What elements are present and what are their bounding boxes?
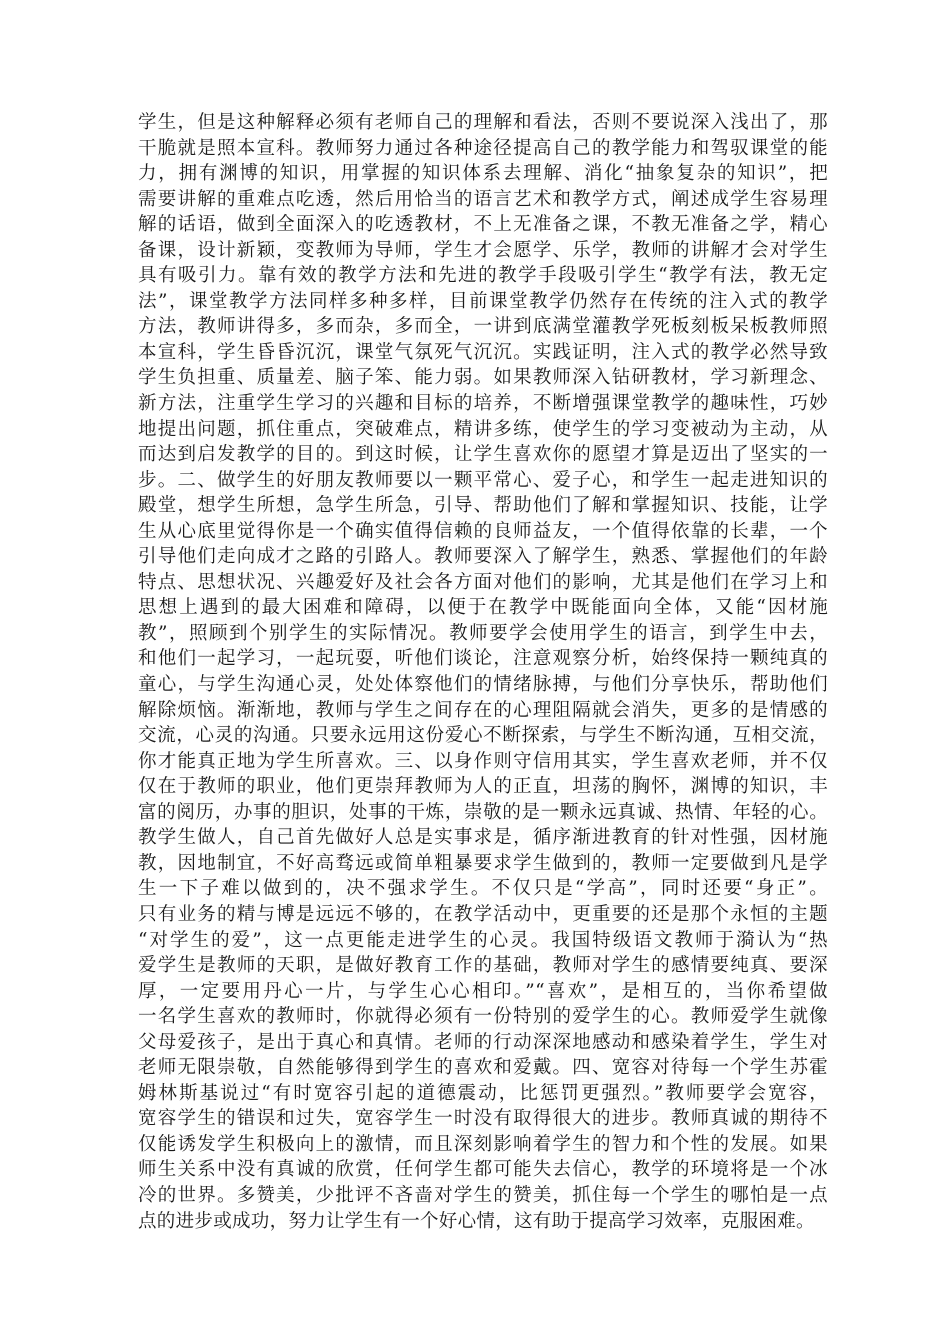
- text-line: 干脆就是照本宣科。教师努力通过各种途径提高自己的教学能力和驾驭课堂的能: [138, 137, 828, 159]
- text-line: 和他们一起学习，一起玩耍，听他们谈论，注意观察分析，始终保持一颗纯真的: [138, 648, 828, 670]
- text-line: 爱学生是教师的天职，是做好教育工作的基础，教师对学生的感情要纯真、要深: [138, 955, 828, 977]
- text-line: 引导他们走向成才之路的引路人。教师要深入了解学生，熟悉、掌握他们的年龄: [138, 546, 828, 568]
- text-line: 而达到启发教学的目的。到这时候，让学生喜欢你的愿望才算是迈出了坚实的一: [138, 444, 828, 466]
- text-line: 解除烦恼。渐渐地，教师与学生之间存在的心理阻隔就会消失，更多的是情感的: [138, 699, 828, 721]
- text-line: 需要讲解的重难点吃透，然后用恰当的语言艺术和教学方式，阐述成学生容易理: [138, 188, 828, 210]
- text-line: 方法，教师讲得多，多而杂，多而全，一讲到底满堂灌教学死板刻板呆板教师照: [138, 316, 828, 338]
- text-line: 只有业务的精与博是远远不够的，在教学活动中，更重要的还是那个永恒的主题: [138, 903, 828, 925]
- text-line: 童心，与学生沟通心灵，处处体察他们的情绪脉搏，与他们分享快乐，帮助他们: [138, 674, 828, 696]
- text-line: 仅在于教师的职业，他们更崇拜教师为人的正直，坦荡的胸怀，渊博的知识，丰: [138, 776, 828, 798]
- text-line: 法”，课堂教学方法同样多种多样，目前课堂教学仍然存在传统的注入式的教学: [138, 290, 828, 312]
- text-line: 姆林斯基说过“有时宽容引起的道德震动，比惩罚更强烈。”教师要学会宽容，: [138, 1082, 828, 1104]
- text-line: 教学生做人，自己首先做好人总是实事求是，循序渐进教育的针对性强，因材施: [138, 827, 828, 849]
- text-line: 生从心底里觉得你是一个确实值得信赖的良师益友，一个值得依靠的长辈，一个: [138, 520, 828, 542]
- text-line: 解的话语，做到全面深入的吃透教材，不上无准备之课，不教无准备之学，精心: [138, 214, 828, 236]
- text-line: 教”，照顾到个别学生的实际情况。教师要学会使用学生的语言，到学生中去，: [138, 622, 828, 644]
- text-line: 特点、思想状况、兴趣爱好及社会各方面对他们的影响，尤其是他们在学习上和: [138, 571, 828, 593]
- text-line: 一名学生喜欢的教师时，你就得必须有一份特别的爱学生的心。教师爱学生就像: [138, 1006, 828, 1028]
- text-line: 地提出问题，抓住重点，突破难点，精讲多练，使学生的学习变被动为主动，从: [138, 418, 828, 440]
- text-line: 冷的世界。多赞美，少批评不吝啬对学生的赞美，抓住每一个学生的哪怕是一点: [138, 1184, 828, 1206]
- text-line: 具有吸引力。靠有效的教学方法和先进的教学手段吸引学生“教学有法，教无定: [138, 265, 828, 287]
- text-line: 思想上遇到的最大困难和障碍，以便于在教学中既能面向全体，又能“因材施: [138, 597, 828, 619]
- text-line: 老师无限崇敬，自然能够得到学生的喜欢和爱戴。四、宽容对待每一个学生苏霍: [138, 1057, 828, 1079]
- text-line: 你才能真正地为学生所喜欢。三、以身作则守信用其实，学生喜欢老师，并不仅: [138, 750, 828, 772]
- text-line: 新方法，注重学生学习的兴趣和目标的培养，不断增强课堂教学的趣味性，巧妙: [138, 393, 828, 415]
- text-line: 师生关系中没有真诚的欣赏，任何学生都可能失去信心，教学的环境将是一个冰: [138, 1159, 828, 1181]
- text-line: 生一下子难以做到的，决不强求学生。不仅只是“学高”，同时还要“身正”。: [138, 878, 828, 900]
- text-line: 富的阅历，办事的胆识，处事的干炼，崇敬的是一颗永远真诚、热情、年轻的心。: [138, 801, 828, 823]
- body-text: [138, 110, 828, 1234]
- text-line: “对学生的爱”，这一点更能走进学生的心灵。我国特级语文教师于漪认为“热: [138, 929, 828, 951]
- text-line: 教，因地制宜，不好高骛远或简单粗暴要求学生做到的，教师一定要做到凡是学: [138, 852, 828, 874]
- text-line: 父母爱孩子，是出于真心和真情。老师的行动深深地感动和感染着学生，学生对: [138, 1031, 828, 1053]
- text-line: 步。二、做学生的好朋友教师要以一颗平常心、爱子心，和学生一起走进知识的: [138, 469, 828, 491]
- text-line: 点的进步或成功，努力让学生有一个好心情，这有助于提高学习效率，克服困难。: [138, 1210, 815, 1232]
- text-line: 力，拥有渊博的知识，用掌握的知识体系去理解、消化“抽象复杂的知识”，把: [138, 163, 828, 185]
- text-line: 学生，但是这种解释必须有老师自己的理解和看法，否则不要说深入浅出了，那: [138, 112, 828, 133]
- text-line: 宽容学生的错误和过失，宽容学生一时没有取得很大的进步。教师真诚的期待不: [138, 1108, 828, 1130]
- text-line: 交流，心灵的沟通。只要永远用这份爱心不断探索，与学生不断沟通，互相交流，: [138, 725, 828, 747]
- text-line: 学生负担重、质量差、脑子笨、能力弱。如果教师深入钻研教材，学习新理念、: [138, 367, 828, 389]
- text-line: 本宣科，学生昏昏沉沉，课堂气氛死气沉沉。实践证明，注入式的教学必然导致: [138, 341, 828, 363]
- text-line: 仅能诱发学生积极向上的激情，而且深刻影响着学生的智力和个性的发展。如果: [138, 1133, 828, 1155]
- text-line: 殿堂，想学生所想，急学生所急，引导、帮助他们了解和掌握知识、技能，让学: [138, 495, 828, 517]
- text-line: 厚，一定要用丹心一片，与学生心心相印。”“喜欢”，是相互的，当你希望做: [138, 980, 828, 1002]
- text-line: 备课，设计新颖，变教师为导师，学生才会愿学、乐学，教师的讲解才会对学生: [138, 239, 828, 261]
